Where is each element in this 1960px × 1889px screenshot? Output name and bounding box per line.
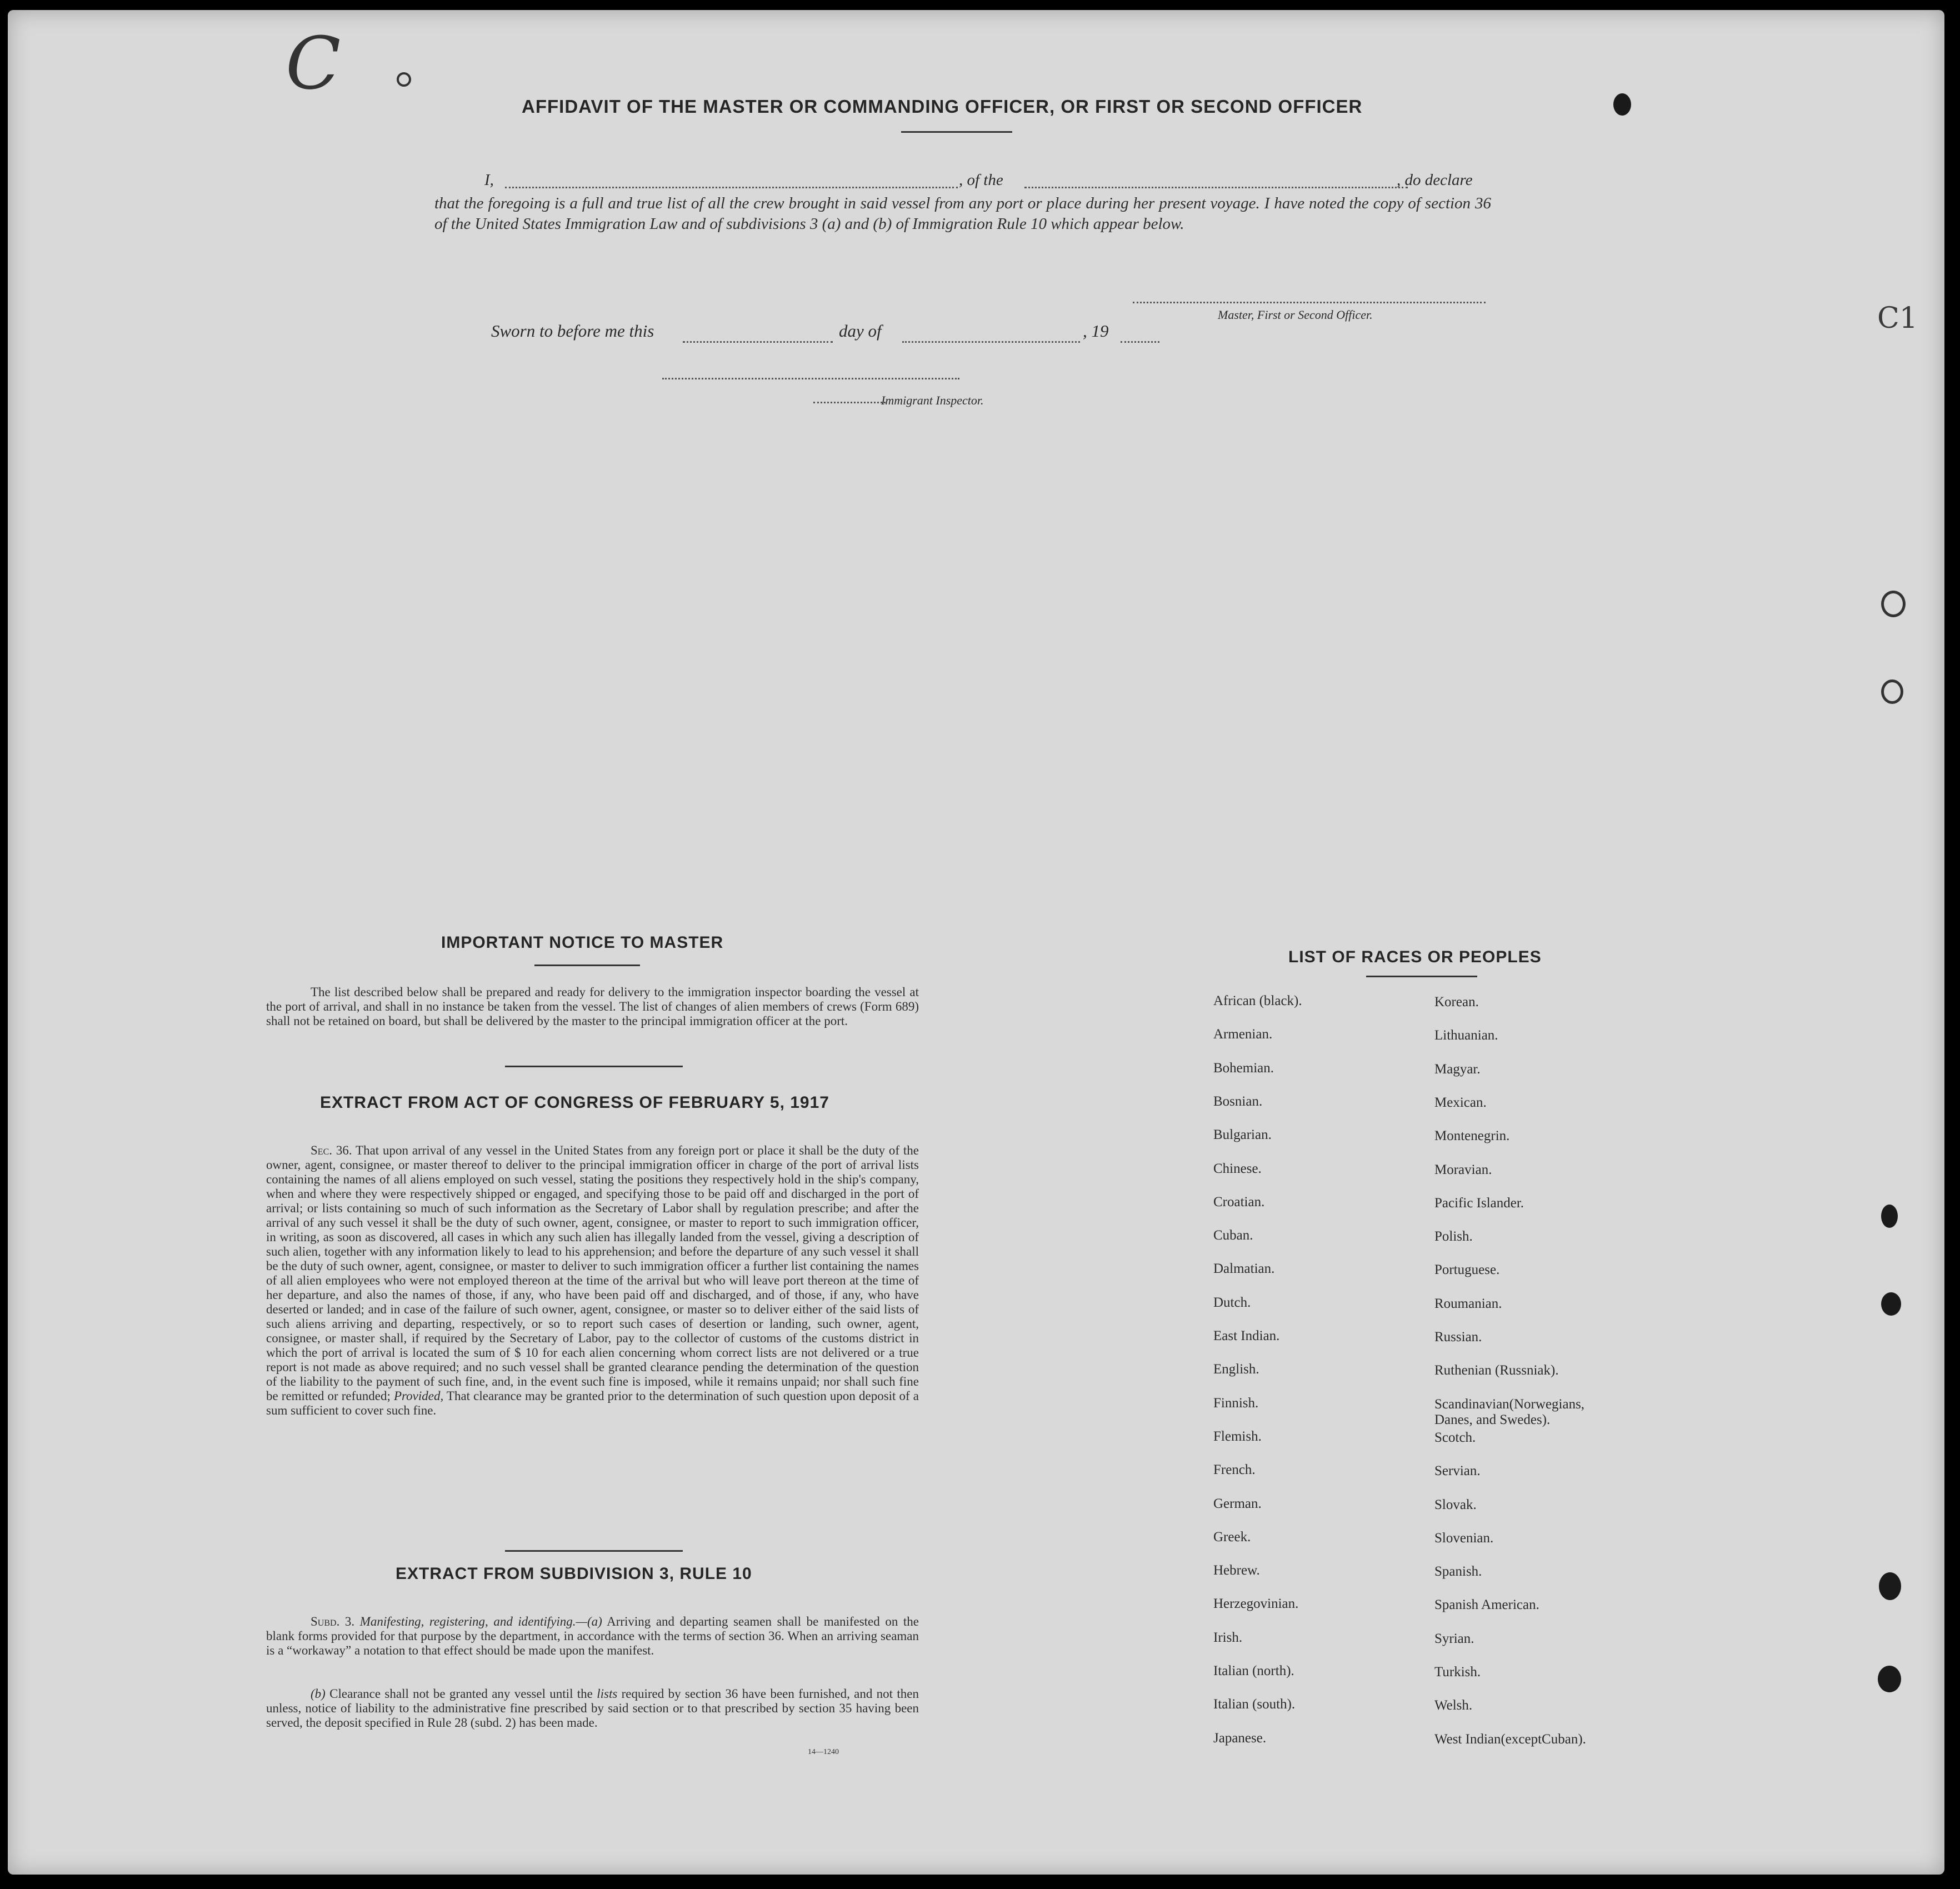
blank-year bbox=[1121, 341, 1159, 343]
race-item: French. bbox=[1213, 1462, 1256, 1478]
affidavit-title: AFFIDAVIT OF THE MASTER OR COMMANDING OFFICER, OR FIRST OR SECOND OFFICER bbox=[522, 96, 1363, 117]
race-item: German. bbox=[1213, 1496, 1262, 1511]
form-number: 14—1240 bbox=[808, 1748, 839, 1756]
race-item: West Indian(exceptCuban). bbox=[1434, 1731, 1586, 1747]
affidavit-title-rule bbox=[901, 131, 1012, 133]
binder-hole bbox=[1879, 1572, 1901, 1600]
master-caption: Master, First or Second Officer. bbox=[1218, 308, 1373, 322]
year-text: , 19 bbox=[1083, 321, 1109, 341]
race-item: Welsh. bbox=[1434, 1698, 1473, 1713]
rule-b-lists: lists bbox=[597, 1687, 618, 1701]
races-title: LIST OF RACES OR PEOPLES bbox=[1288, 948, 1542, 966]
blank-vessel bbox=[1024, 187, 1408, 188]
rule-b-body-1: Clearance shall not be granted any vessel until the bbox=[329, 1687, 593, 1701]
act-provided-body: That clearance may be granted prior to the determination of such question upon deposit of a sum sufficient to cover such fine. bbox=[266, 1389, 919, 1417]
race-item: Spanish American. bbox=[1434, 1597, 1539, 1613]
race-item: Lithuanian. bbox=[1434, 1028, 1498, 1043]
binder-hole bbox=[1613, 93, 1631, 116]
race-item: Pacific Islander. bbox=[1434, 1195, 1524, 1211]
race-item: Roumanian. bbox=[1434, 1296, 1502, 1311]
race-item: Hebrew. bbox=[1213, 1563, 1260, 1578]
inspector-caption: Immigrant Inspector. bbox=[881, 393, 984, 407]
races-title-rule bbox=[1366, 976, 1477, 977]
punch-ring-top-left bbox=[397, 72, 411, 87]
race-item: Magyar. bbox=[1434, 1061, 1481, 1077]
rule-subd-label: Subd. 3. bbox=[311, 1615, 355, 1628]
act-divider bbox=[505, 1550, 683, 1552]
race-item: Bulgarian. bbox=[1213, 1127, 1272, 1143]
rule-b-label: (b) bbox=[311, 1687, 326, 1701]
race-item: Scandinavian(Norwegians, Danes, and Swedes). bbox=[1434, 1396, 1585, 1427]
affidavit-body: that the foregoing is a full and true list of all the crew brought in said vessel from any port or place during her present voyage. I have noted the copy of section 36 of the United States Immigration Law and of subdivisions 3 (a) and (b) of Immigration Rule 10 which appear below. bbox=[434, 194, 1491, 233]
binder-hole bbox=[1878, 1666, 1901, 1692]
notice-title-rule bbox=[534, 965, 640, 966]
race-item: Bosnian. bbox=[1213, 1093, 1263, 1109]
rule-title: EXTRACT FROM SUBDIVISION 3, RULE 10 bbox=[396, 1565, 752, 1583]
affidavit-line1-of-the: , of the bbox=[959, 171, 1003, 189]
race-item: English. bbox=[1213, 1362, 1259, 1377]
race-item: Irish. bbox=[1213, 1630, 1243, 1645]
race-item: Finnish. bbox=[1213, 1395, 1259, 1411]
race-item: Slovak. bbox=[1434, 1497, 1477, 1512]
rule-b-body-2: required by section 36 have been furnished, and not then unless, notice of liability to the administrative fine prescribed by said section or to that prescribed by section 35 having been served, the deposit specified in Rule 28 (subd. 2) has been made. bbox=[266, 1687, 919, 1730]
notice-divider bbox=[505, 1066, 683, 1067]
notice-body: The list described below shall be prepared and ready for delivery to the immigration inspector boarding the vessel at the port of arrival, and shall in no instance be taken from the vessel. The list of changes of alien members of crews (Form 689) shall not be retained on board, but shall be delivered by the master to the principal immigration officer at the port. bbox=[266, 985, 919, 1028]
race-item: Moravian. bbox=[1434, 1162, 1492, 1177]
blank-month bbox=[902, 341, 1080, 343]
race-item: Scotch. bbox=[1434, 1430, 1476, 1445]
race-item: Herzegovinian. bbox=[1213, 1596, 1299, 1612]
act-body: That upon arrival of any vessel in the United States from any foreign port or place it shall be the duty of the owner, agent, consignee, or master thereof to deliver to the principal immigration officer in charge of the port of arrival lists containing the names of all aliens employed on such vessel, stating the positions they respectively hold in the ship's company, when and where they were respectively shipped or engaged, and specifying those to be paid off and discharged in the port of arrival; or lists containing so much of such information as the Secretary of Labor shall by regulation prescribe; and after the arrival of any such vessel it shall be the duty of such owner, agent, consignee, or master to report to such immigration officer, in writing, as soon as discovered, all cases in which any such alien has illegally landed from the vessel, giving a description of such alien, together with any information likely to lead to his apprehension; and before the departure of any such vessel it shall be the duty of such owner, agent, consignee, or master to deliver to such immigration officer a further list containing the names of all alien employees who were not employed thereon at the time of the arrival but who will leave port thereon at the time of her departure, and also the names of those, if any, who have been paid off and discharged, and of those, if any, who have deserted or landed; and in case of the failure of such owner, agent, consignee, or master so to deliver either of the said lists of such aliens arriving and departing, respectively, or so to report such cases of desertion or landing, such owner, agent, consignee, or master shall, if required by the Secretary of Labor, pay to the collector of customs of the customs district in which the port of arrival is located the sum of $ 10 for each alien concerning whom correct lists are not delivered or a true report is not made as above required; and no such vessel shall be granted clearance pending the determination of the question of the liability to the payment of such fine, and, in the event such fine is imposed, while it remains unpaid; nor shall such fine be remitted or refunded; bbox=[266, 1143, 919, 1403]
binder-hole bbox=[1881, 679, 1903, 704]
act-sec-label: Sec. 36. bbox=[311, 1143, 352, 1157]
race-item: Korean. bbox=[1434, 995, 1479, 1010]
act-provided-label: Provided, bbox=[394, 1389, 444, 1403]
binder-hole bbox=[1881, 1292, 1901, 1316]
race-item: Cuban. bbox=[1213, 1228, 1253, 1243]
rule-subd-heading: Manifesting, registering, and identifying.—(a) bbox=[359, 1615, 602, 1628]
document-sheet bbox=[8, 10, 1944, 1875]
inspector-signature-line bbox=[662, 378, 959, 379]
race-item: Slovenian. bbox=[1434, 1530, 1494, 1546]
race-item: Portuguese. bbox=[1434, 1262, 1500, 1278]
race-item: Russian. bbox=[1434, 1330, 1482, 1345]
race-item: East Indian. bbox=[1213, 1328, 1280, 1343]
race-item: Japanese. bbox=[1213, 1730, 1267, 1746]
affidavit-line1-declare: , do declare bbox=[1397, 171, 1473, 189]
rule-a-block bbox=[266, 1615, 919, 1658]
race-item: Turkish. bbox=[1434, 1665, 1481, 1680]
notice-title: IMPORTANT NOTICE TO MASTER bbox=[441, 933, 724, 952]
race-item: Armenian. bbox=[1213, 1027, 1273, 1042]
race-item: Croatian. bbox=[1213, 1194, 1265, 1210]
inspector-signature-line-2 bbox=[813, 402, 886, 403]
binder-hole bbox=[1881, 1205, 1898, 1228]
race-item: Servian. bbox=[1434, 1463, 1481, 1479]
binder-hole bbox=[1881, 591, 1906, 617]
sworn-text: Sworn to before me this bbox=[491, 321, 654, 341]
master-signature-line bbox=[1133, 302, 1486, 303]
rule-b-block bbox=[266, 1687, 919, 1730]
race-item: Spanish. bbox=[1434, 1564, 1482, 1580]
race-item: Dalmatian. bbox=[1213, 1261, 1275, 1277]
race-item: Polish. bbox=[1434, 1229, 1473, 1245]
affidavit-line1-i: I, bbox=[484, 171, 494, 189]
act-title: EXTRACT FROM ACT OF CONGRESS OF FEBRUARY 5, 1917 bbox=[320, 1093, 829, 1112]
act-body-block bbox=[266, 1143, 919, 1418]
blank-name bbox=[505, 187, 958, 188]
blank-day bbox=[683, 341, 833, 343]
rule-a-body: Arriving and departing seamen shall be manifested on the blank forms provided for that purpose by the department, in accordance with the terms of section 36. When an arriving seaman is a “workaway” a notation to that effect should be made upon the manifest. bbox=[266, 1615, 919, 1657]
race-item: Italian (north). bbox=[1213, 1663, 1294, 1678]
handwritten-mark: C bbox=[286, 21, 341, 106]
race-item: Chinese. bbox=[1213, 1161, 1262, 1176]
race-item: Mexican. bbox=[1434, 1095, 1487, 1110]
edge-mark: C1 bbox=[1877, 302, 1918, 335]
race-item: Flemish. bbox=[1213, 1428, 1262, 1444]
race-item: Dutch. bbox=[1213, 1295, 1251, 1310]
race-item: Bohemian. bbox=[1213, 1060, 1274, 1076]
race-item: Montenegrin. bbox=[1434, 1128, 1510, 1144]
race-item: Syrian. bbox=[1434, 1631, 1474, 1646]
day-of-text: day of bbox=[839, 321, 882, 341]
race-item: African (black). bbox=[1213, 993, 1302, 1008]
race-item: Italian (south). bbox=[1213, 1697, 1296, 1712]
race-item: Ruthenian (Russniak). bbox=[1434, 1363, 1559, 1378]
race-item: Greek. bbox=[1213, 1529, 1251, 1545]
